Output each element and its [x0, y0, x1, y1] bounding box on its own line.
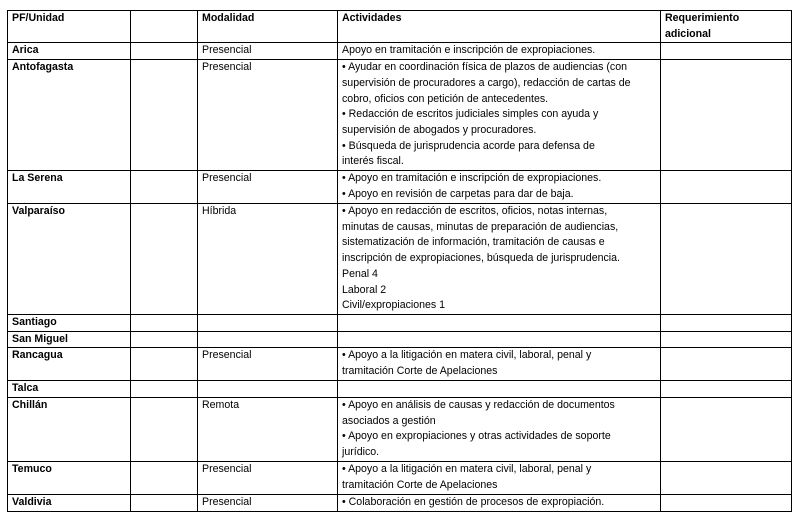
unidad-text: Talca [12, 382, 39, 395]
header-modalidad [198, 11, 338, 43]
unidad-text: La Serena [12, 172, 63, 185]
unidad-text: Santiago [12, 315, 57, 328]
modalidad-text: Remota [202, 399, 240, 412]
cell-modalidad [198, 314, 338, 331]
modalidad-text: Presencial [202, 496, 252, 509]
cell-unidad [8, 495, 131, 512]
table-row [8, 43, 792, 60]
unidad-text: Valdivia [12, 496, 52, 509]
actividad-line: interés fiscal. [342, 155, 404, 168]
unidad-text: Arica [12, 44, 39, 57]
table-row [8, 331, 792, 348]
actividad-line: supervisión de procuradores a cargo), redacción de cartas de [342, 76, 631, 89]
actividad-line: Penal 4 [342, 267, 378, 280]
cell-requerimiento [661, 462, 792, 495]
cell-modalidad [198, 171, 338, 204]
unidades-table [7, 10, 792, 512]
cell-modalidad [198, 462, 338, 495]
header-requerimiento-line: adicional [665, 27, 711, 40]
table-row [8, 398, 792, 462]
cell-spacer [131, 60, 198, 171]
cell-actividades [338, 495, 661, 512]
cell-spacer [131, 331, 198, 348]
cell-unidad [8, 204, 131, 315]
cell-actividades [338, 381, 661, 398]
unidad-text: San Miguel [12, 332, 68, 345]
table-row [8, 60, 792, 171]
table-row [8, 171, 792, 204]
actividad-line: • Apoyo en expropiaciones y otras actividades de soporte [342, 430, 611, 443]
table-body [8, 11, 792, 512]
cell-spacer [131, 204, 198, 315]
unidad-text: Valparaíso [12, 205, 65, 218]
cell-spacer [131, 348, 198, 381]
cell-requerimiento [661, 43, 792, 60]
actividad-line: • Apoyo en redacción de escritos, oficios, notas internas, [342, 205, 608, 218]
table-row [8, 204, 792, 315]
actividad-line: • Búsqueda de jurisprudencia acorde para defensa de [342, 139, 595, 152]
cell-actividades [338, 348, 661, 381]
header-requerimiento-line: Requerimiento [665, 12, 740, 24]
cell-spacer [131, 171, 198, 204]
actividad-line: Civil/expropiaciones 1 [342, 299, 446, 312]
unidad-text: Rancagua [12, 349, 63, 362]
cell-actividades [338, 398, 661, 462]
cell-spacer [131, 462, 198, 495]
cell-requerimiento [661, 60, 792, 171]
cell-actividades [338, 43, 661, 60]
cell-actividades [338, 171, 661, 204]
table-row [8, 462, 792, 495]
unidad-text: Temuco [12, 463, 52, 476]
cell-spacer [131, 314, 198, 331]
actividad-line: minutas de causas, minutas de preparación de audiencias, [342, 220, 619, 233]
cell-unidad [8, 314, 131, 331]
table-row [8, 495, 792, 512]
unidad-text: Chillán [12, 399, 48, 412]
cell-unidad [8, 462, 131, 495]
unidad-text: Antofagasta [12, 61, 74, 74]
cell-actividades [338, 331, 661, 348]
cell-spacer [131, 495, 198, 512]
header-modalidad-text: Modalidad [202, 12, 255, 24]
header-actividades-text: Actividades [342, 12, 402, 24]
header-requerimiento [661, 11, 792, 43]
cell-actividades [338, 60, 661, 171]
actividad-line: Laboral 2 [342, 283, 387, 296]
cell-requerimiento [661, 314, 792, 331]
cell-unidad [8, 398, 131, 462]
modalidad-text: Presencial [202, 172, 252, 185]
cell-modalidad [198, 331, 338, 348]
table-row [8, 381, 792, 398]
actividad-line: tramitación Corte de Apelaciones [342, 365, 498, 378]
cell-actividades [338, 314, 661, 331]
cell-requerimiento [661, 204, 792, 315]
actividad-line: sistematización de información, tramitación de causas e [342, 236, 605, 249]
cell-unidad [8, 381, 131, 398]
cell-actividades [338, 462, 661, 495]
modalidad-text: Presencial [202, 61, 252, 74]
modalidad-text: Presencial [202, 44, 252, 57]
actividad-line: • Apoyo a la litigación en matera civil, laboral, penal y [342, 463, 592, 476]
cell-modalidad [198, 43, 338, 60]
modalidad-text: Presencial [202, 349, 252, 362]
cell-modalidad [198, 60, 338, 171]
cell-unidad [8, 348, 131, 381]
actividad-line: jurídico. [342, 446, 380, 459]
actividad-line: • Apoyo en análisis de causas y redacción de documentos [342, 399, 615, 412]
header-row [8, 11, 792, 43]
cell-spacer [131, 43, 198, 60]
actividad-line: • Apoyo en tramitación e inscripción de expropiaciones. [342, 172, 602, 185]
actividad-line: Apoyo en tramitación e inscripción de expropiaciones. [342, 44, 596, 57]
cell-unidad [8, 331, 131, 348]
actividad-line: tramitación Corte de Apelaciones [342, 478, 498, 491]
cell-modalidad [198, 398, 338, 462]
actividad-line: • Colaboración en gestión de procesos de expropiación. [342, 496, 605, 509]
cell-modalidad [198, 204, 338, 315]
header-unidad-text: PF/Unidad [12, 12, 65, 24]
cell-actividades [338, 204, 661, 315]
cell-spacer [131, 381, 198, 398]
cell-modalidad [198, 381, 338, 398]
actividad-line: asociados a gestión [342, 414, 436, 427]
cell-spacer [131, 398, 198, 462]
table-row [8, 348, 792, 381]
cell-modalidad [198, 348, 338, 381]
header-actividades [338, 11, 661, 43]
actividad-line: • Apoyo en revisión de carpetas para dar de baja. [342, 187, 574, 200]
actividad-line: • Apoyo a la litigación en matera civil, laboral, penal y [342, 349, 592, 362]
cell-requerimiento [661, 331, 792, 348]
cell-modalidad [198, 495, 338, 512]
actividad-line: • Redacción de escritos judiciales simples con ayuda y [342, 108, 599, 121]
cell-requerimiento [661, 171, 792, 204]
actividad-line: inscripción de expropiaciones, búsqueda de jurisprudencia. [342, 252, 620, 265]
actividad-line: cobro, oficios con petición de antecedentes. [342, 92, 549, 105]
cell-unidad [8, 60, 131, 171]
modalidad-text: Híbrida [202, 205, 237, 218]
modalidad-text: Presencial [202, 463, 252, 476]
table-row [8, 314, 792, 331]
cell-requerimiento [661, 348, 792, 381]
actividad-line: supervisión de abogados y procuradores. [342, 123, 537, 136]
header-spacer [131, 11, 198, 43]
cell-requerimiento [661, 495, 792, 512]
cell-unidad [8, 43, 131, 60]
actividad-line: • Ayudar en coordinación física de plazos de audiencias (con [342, 61, 628, 74]
header-unidad [8, 11, 131, 43]
cell-requerimiento [661, 381, 792, 398]
cell-requerimiento [661, 398, 792, 462]
cell-unidad [8, 171, 131, 204]
